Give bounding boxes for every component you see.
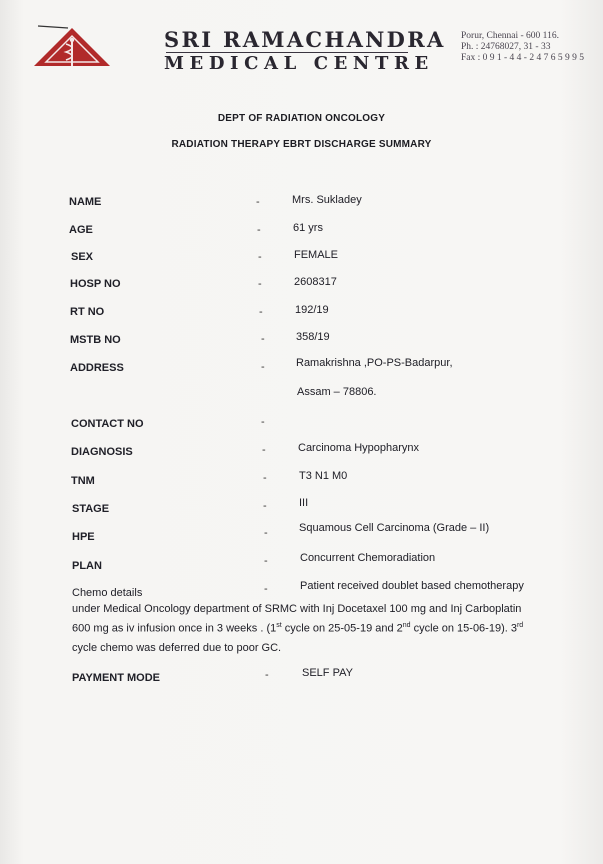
payment-mode-label: PAYMENT MODE	[72, 672, 161, 684]
address-line: Porur, Chennai - 600 116.	[461, 31, 559, 41]
chemo-line4: cycle chemo was deferred due to poor GC.	[72, 642, 282, 654]
separator: -	[259, 306, 263, 318]
chemo-line3: 600 mg as iv infusion once in 3 weeks . (1st cycle on 25-05-19 and 2nd cycle on 15-06-19). 3rd	[72, 622, 524, 635]
stage-label: STAGE	[72, 503, 110, 515]
hospital-name-line1: SRI RAMACHANDRA	[164, 27, 446, 52]
document-title: RADIATION THERAPY EBRT DISCHARGE SUMMARY	[171, 139, 432, 150]
diagnosis-label: DIAGNOSIS	[71, 446, 133, 458]
separator: -	[258, 251, 262, 263]
rt-no-label: RT NO	[70, 306, 105, 318]
hosp-no-value: 2608317	[294, 276, 337, 288]
mstb-no-label: MSTB NO	[70, 334, 121, 346]
plan-label: PLAN	[72, 560, 102, 572]
mstb-no-value: 358/19	[296, 331, 330, 343]
separator: -	[257, 224, 261, 236]
rt-no-value: 192/19	[295, 304, 329, 316]
hospital-logo	[30, 22, 114, 72]
hpe-value: Squamous Cell Carcinoma (Grade – II)	[299, 522, 490, 534]
name-label: NAME	[69, 196, 102, 208]
chemo-line2: under Medical Oncology department of SRMC with Inj Docetaxel 100 mg and Inj Carboplatin	[72, 603, 522, 615]
separator: -	[258, 278, 262, 290]
separator: -	[261, 333, 265, 345]
stage-value: III	[299, 497, 309, 509]
address-value-line1: Ramakrishna ,PO-PS-Badarpur,	[296, 357, 453, 369]
age-value: 61 yrs	[293, 222, 323, 234]
payment-mode-value: SELF PAY	[302, 667, 353, 679]
age-label: AGE	[69, 224, 93, 236]
name-value: Mrs. Sukladey	[292, 194, 362, 206]
diagnosis-value: Carcinoma Hypopharynx	[298, 442, 420, 454]
chemo-line1: Patient received doublet based chemotherapy	[300, 580, 524, 592]
chemo-details-label: Chemo details	[72, 587, 143, 599]
separator: -	[264, 555, 268, 567]
separator: -	[261, 361, 265, 373]
sex-value: FEMALE	[294, 249, 339, 261]
hpe-label: HPE	[72, 531, 95, 543]
separator: -	[256, 196, 260, 208]
separator: -	[263, 472, 267, 484]
sex-label: SEX	[71, 251, 94, 263]
tnm-label: TNM	[71, 475, 95, 487]
separator: -	[264, 527, 268, 539]
department-heading: DEPT OF RADIATION ONCOLOGY	[217, 113, 386, 124]
hosp-no-label: HOSP NO	[70, 278, 121, 290]
separator: -	[263, 500, 267, 512]
hospital-address	[461, 31, 587, 64]
address-line: Fax : 0 9 1 - 4 4 - 2 4 7 6 5 9 9 5	[461, 53, 584, 63]
separator: -	[265, 669, 269, 681]
address-line: Ph. : 24768027, 31 - 33	[461, 42, 551, 52]
hospital-name-line2: MEDICAL CENTRE	[164, 53, 434, 74]
address-label: ADDRESS	[70, 362, 124, 374]
contact-no-label: CONTACT NO	[71, 418, 144, 430]
tnm-value: T3 N1 M0	[299, 470, 348, 482]
separator: -	[264, 583, 268, 595]
plan-value: Concurrent Chemoradiation	[300, 552, 436, 564]
separator: -	[262, 444, 266, 456]
separator: -	[261, 416, 265, 428]
address-value-line2: Assam – 78806.	[297, 386, 377, 398]
